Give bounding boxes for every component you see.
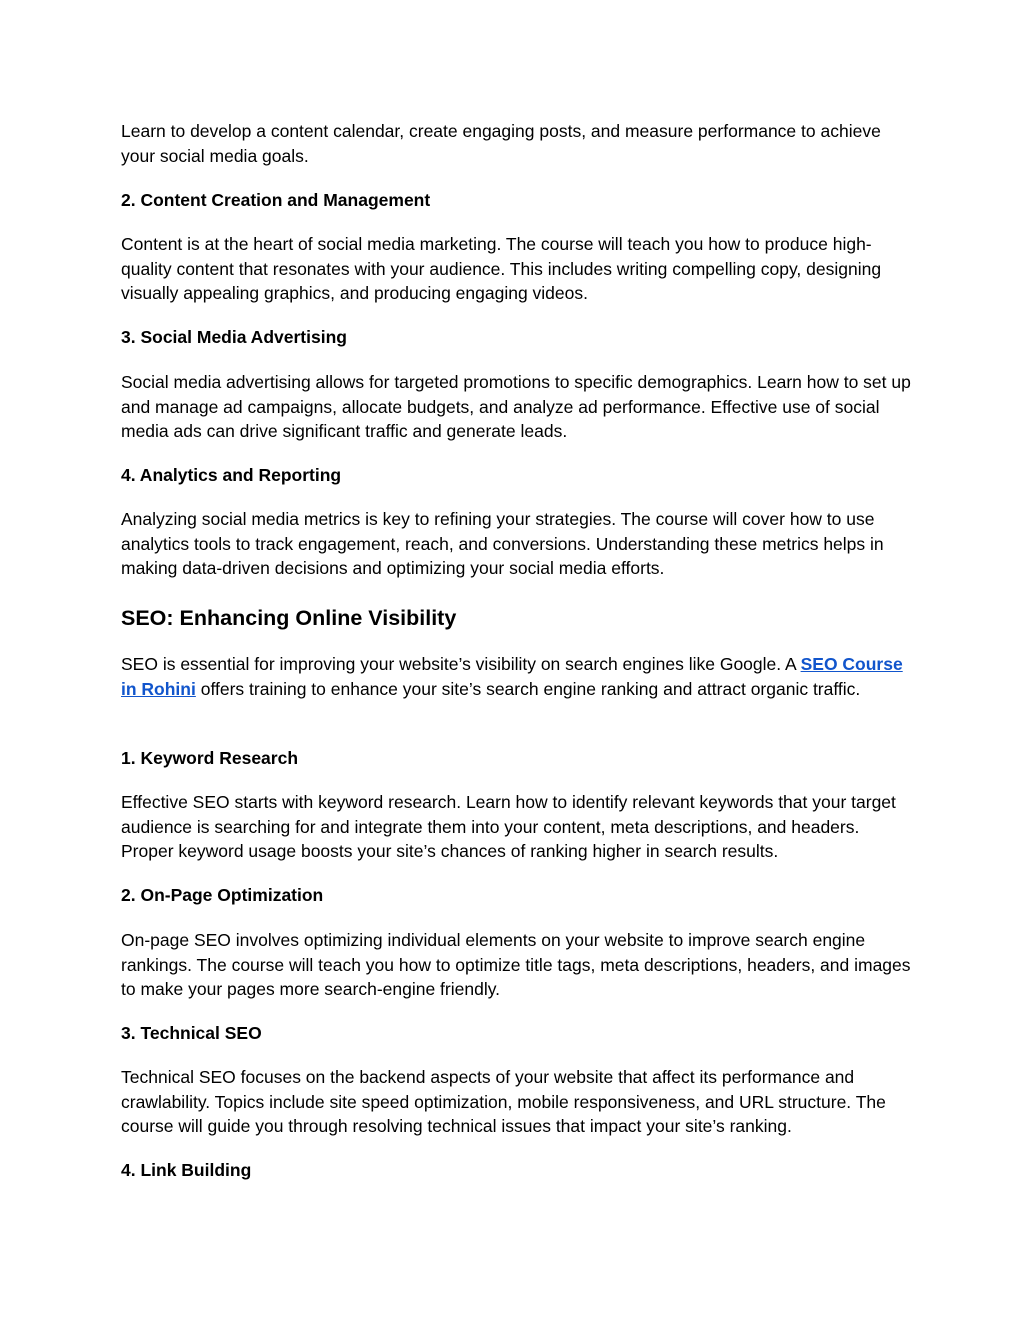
technical-seo-paragraph: Technical SEO focuses on the backend aspects of your website that affect its performance and crawlability. Topics include site speed optimization, mobile responsiveness, and URL structure. The course will guide you through resolving technical issues that impact your site’s ranking. — [121, 1067, 886, 1136]
content-creation-heading: 2. Content Creation and Management — [121, 190, 431, 210]
social-advertising-paragraph: Social media advertising allows for targeted promotions to specific demographics. Learn how to set up and manage ad campaigns, allocate budgets, and analyze ad performance. Effective use of social media ads can drive significant traffic and generate leads. — [121, 372, 911, 441]
seo-intro-text-before: SEO is essential for improving your website’s visibility on search engines like Google. A — [121, 654, 801, 674]
analytics-heading: 4. Analytics and Reporting — [121, 465, 342, 485]
seo-intro-paragraph — [121, 652, 911, 701]
technical-seo-heading: 3. Technical SEO — [121, 1023, 262, 1043]
keyword-research-paragraph: Effective SEO starts with keyword research. Learn how to identify relevant keywords that your target audience is searching for and integrate them into your content, meta descriptions, and headers. Proper keyword usage boosts your site’s chances of ranking higher in search results. — [121, 792, 896, 861]
seo-intro-text-after: offers training to enhance your site’s search engine ranking and attract organic traffic. — [195, 678, 861, 699]
link-building-heading: 4. Link Building — [121, 1160, 252, 1180]
analytics-paragraph: Analyzing social media metrics is key to refining your strategies. The course will cover how to use analytics tools to track engagement, reach, and conversions. Understanding these metrics helps in making data-driven decisions and optimizing your social media efforts. — [121, 509, 884, 578]
content-creation-paragraph: Content is at the heart of social media marketing. The course will teach you how to produce high-quality content that resonates with your audience. This includes writing compelling copy, designing visually appealing graphics, and producing engaging videos. — [121, 234, 882, 303]
seo-section-heading: SEO: Enhancing Online Visibility — [121, 606, 457, 630]
seo-course-link[interactable]: SEO Course in Rohini — [121, 654, 903, 699]
social-intro-paragraph: Learn to develop a content calendar, create engaging posts, and measure performance to achieve your social media goals. — [121, 121, 881, 166]
on-page-paragraph: On-page SEO involves optimizing individual elements on your website to improve search engine rankings. The course will teach you how to optimize title tags, meta descriptions, headers, and images to make your pages more search-engine friendly. — [121, 930, 911, 999]
social-advertising-heading: 3. Social Media Advertising — [121, 327, 347, 347]
on-page-heading: 2. On-Page Optimization — [121, 885, 324, 905]
keyword-research-heading: 1. Keyword Research — [121, 748, 299, 768]
